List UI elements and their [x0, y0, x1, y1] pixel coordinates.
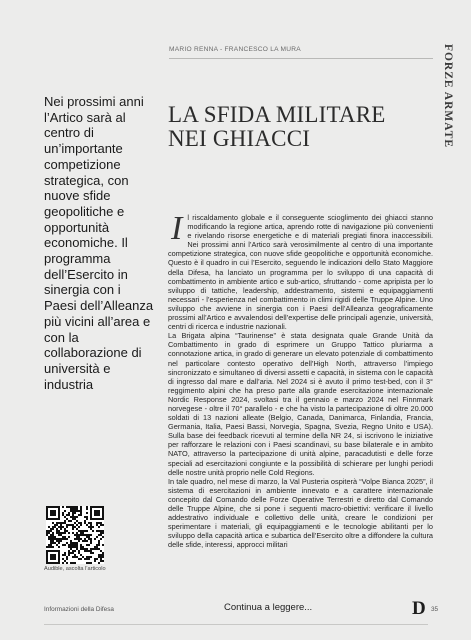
- page-number: 35: [431, 606, 439, 613]
- qr-caption: Audible, ascolta l’articolo: [44, 566, 106, 572]
- sidebar-pull-quote: Nei prossimi anni l’Artico sarà al centro di un’importante competizione strategica, con nuove sfide geopolitiche e opportunità economiche. Il programma dell’Esercito in sinergia con i Paesi dell’Alleanza più vicini all’area e con la collaborazione di università e industria: [44, 94, 154, 392]
- body-paragraph: In tale quadro, nel mese di marzo, la Val Pusteria ospiterà “Volpe Bianca 2025”, il sistema di esercitazioni in ambiente innevato e a carattere internazionale concepito dal Comando delle Forze Operative Terrestri e diretto dal Comando delle Truppe Alpine, che si pone i seguenti macro-obiettivi: verificare il livello addestrativo individuale e collettivo delle unità, creare le condizioni per sperimentare i materiali, gli equipaggiamenti e le tecnologie abilitanti per lo sviluppo della capacità artica e subartica dell’Esercito oltre a diffondere la cultura delle sfide, interessi, approcci militari: [168, 476, 433, 550]
- article-body: [168, 210, 433, 550]
- body-paragraph: La Brigata alpina “Taurinense” è stata designata quale Grande Unità da Combattimento in grado di esprimere un Gruppo Tattico pluriarma a connotazione artica, in grado di generare un elevato potenziale di combattimento nel particolare contesto operativo dell’High North, attraverso l’impiego sincronizzato e simultaneo di diversi assetti e capacità, in sistema con le capacità di ingresso dal mare e dall’aria. Nel 2024 si è avuto il primo test-bed, con il 3° reggimento alpini che ha preso parte alla grande esercitazione internazionale Nordic Response 2024, svoltasi tra il gennaio e marzo 2024 nel Finnmark norvegese - oltre il 70° parallelo - e che ha visto la partecipazione di oltre 20.000 soldati di 13 nazioni alleate (Belgio, Canada, Danimarca, Finlandia, Francia, Germania, Italia, Paesi Bassi, Norvegia, Spagna, Svezia, Regno Unito e USA). Sulla base dei feedback ricevuti al termine della NR 24, si iscrivono le iniziative per rafforzare le relazioni con i Paesi scandinavi, su base bilaterale e in ambito NATO, attraverso la partecipazione di unità alpine, paracadutisti e delle forze speciali ad esercitazioni congiunte e la possibilità di schierare per lunghi periodi delle nostre unità proprio nelle Cold Regions.: [168, 331, 433, 477]
- body-paragraph: [168, 210, 433, 332]
- qr-code-graphic: [46, 506, 104, 564]
- magazine-logo-icon: [410, 597, 430, 617]
- footer-divider: [44, 624, 428, 625]
- publication-name: Informazioni della Difesa: [44, 606, 114, 613]
- article-title: [168, 103, 438, 151]
- section-tab: [437, 43, 459, 149]
- article-authors: MARIO RENNA - FRANCESCO LA MURA: [169, 46, 301, 53]
- qr-code[interactable]: [46, 506, 104, 564]
- title-line: NEI GHIACCI: [168, 126, 311, 151]
- section-label: FORZE ARMATE: [442, 43, 454, 149]
- paragraph-text: l riscaldamento globale e il conseguente scioglimento dei ghiacci stanno modificando la regione artica, aprendo rotte di navigazione più convenienti e rivelando risorse energetiche e di materiali pregiati finora inaccessibili. Nei prossimi anni l’Artico sarà verosimilmente al centro di una importante competizione strategica, con nuove sfide geopolitiche e opportunità economiche. Questo è il quadro in cui l’Esercito, seguendo le indicazioni dello Stato Maggiore della Difesa, ha lanciato un programma per lo sviluppo di una capacità di combattimento in ambiente artico e sub-artico, sfruttando - come apripista per lo sviluppo di tattiche, leadership, addestramento, sistemi e equipaggiamenti necessari - l’esperienza nel combattimento in climi rigidi delle Truppe Alpine. Uno sviluppo che avviene in sinergia con i Paesi dell’Alleanza geograficamente prossimi all’Artico e avvalendosi dell’expertise delle principali agenzie, università, centri di ricerca e industrie nazionali.: [168, 213, 433, 332]
- logo-letter: D: [412, 598, 426, 617]
- header-divider: [169, 58, 433, 59]
- drop-cap: I: [171, 210, 183, 247]
- continue-reading-link[interactable]: Continua a leggere...: [224, 602, 313, 613]
- title-line: LA SFIDA MILITARE: [168, 102, 386, 127]
